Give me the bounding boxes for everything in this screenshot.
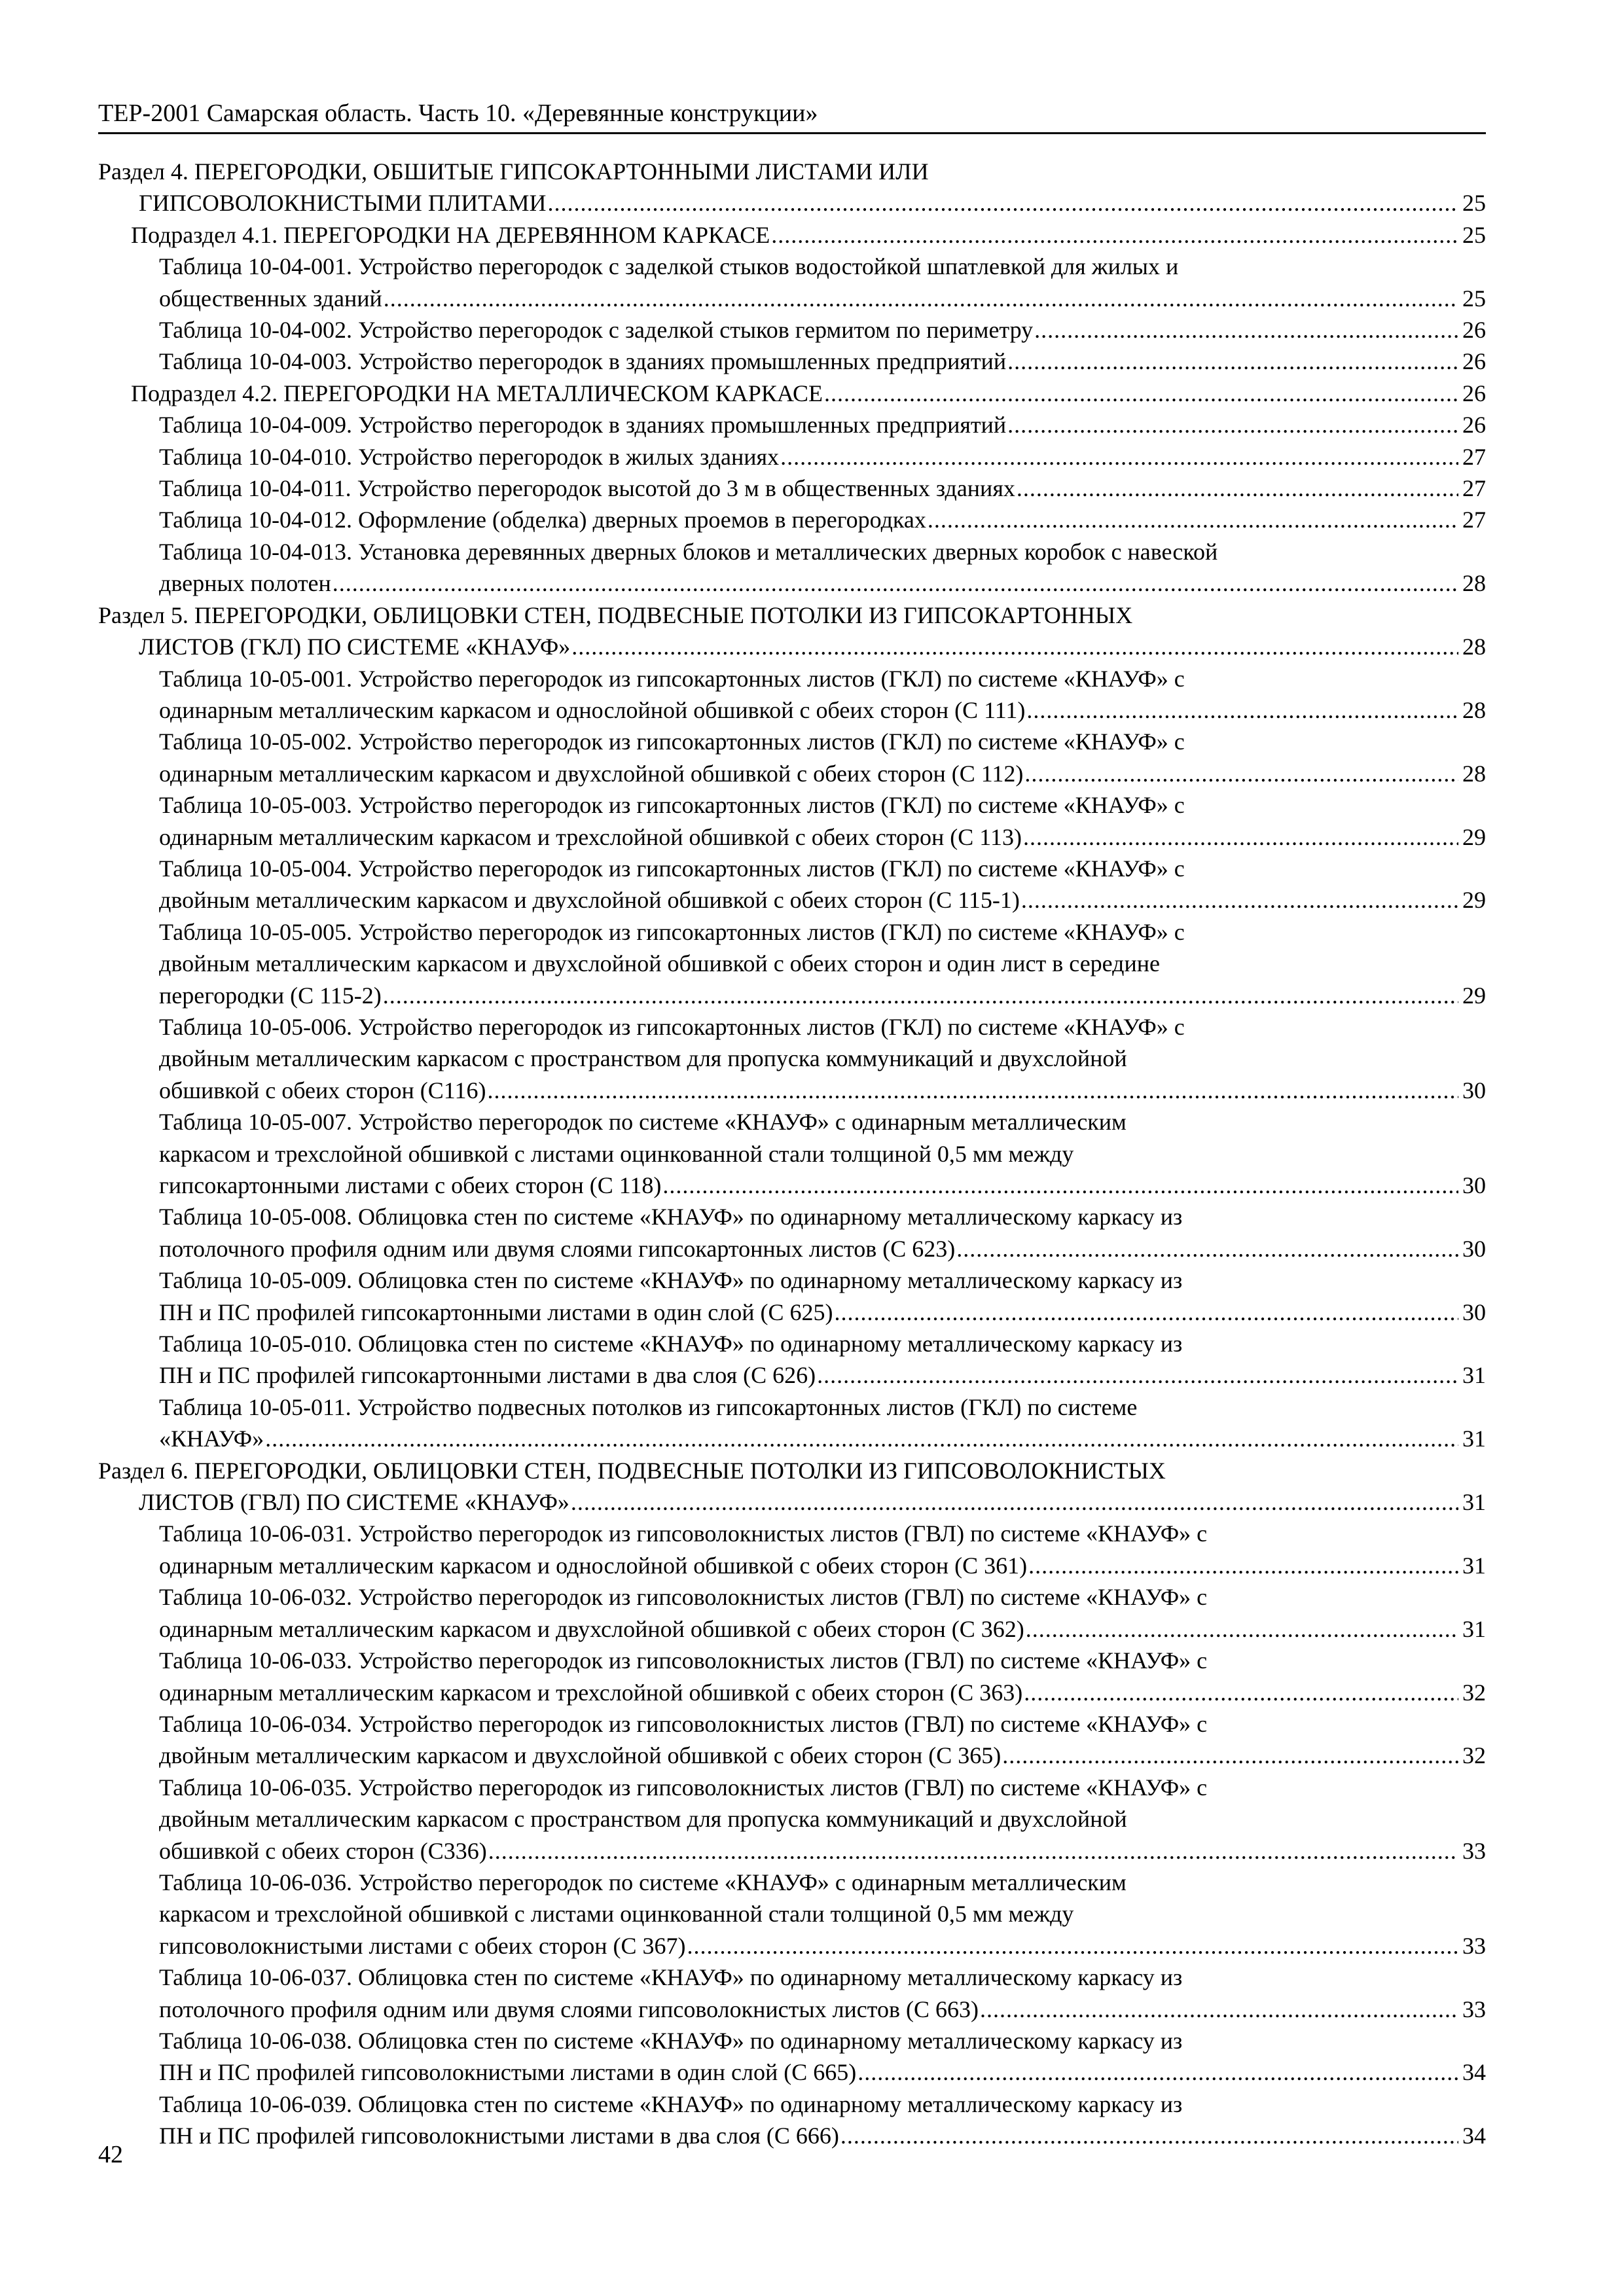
toc-entry-page: 27 — [1462, 507, 1486, 533]
dot-leader — [384, 283, 1458, 314]
toc-entry-page: 31 — [1462, 1552, 1486, 1579]
toc-entry-final-line — [159, 473, 1486, 504]
toc-entry-table[interactable] — [98, 473, 1486, 504]
toc-entry-title: одинарным металлическим каркасом и трехслойной обшивкой с обеих сторон (С 113) — [159, 823, 1022, 850]
toc-entry-table[interactable] — [98, 346, 1486, 377]
toc-entry-title: Таблица 10-04-003. Устройство перегородок в зданиях промышленных предприятий — [159, 348, 1007, 375]
toc-entry-final-line — [131, 219, 1486, 251]
toc-entry-final-line — [159, 1835, 1486, 1867]
toc-entry-page: 25 — [1462, 190, 1486, 217]
toc-entry-table[interactable] — [98, 314, 1486, 346]
toc-entry-final-line — [139, 187, 1486, 219]
toc-entry-text-line: Таблица 10-05-008. Облицовка стен по системе «КНАУФ» по одинарному металлическому каркасу из — [159, 1204, 1183, 1230]
toc-entry-title: гипсокартонными листами с обеих сторон (С 118) — [159, 1172, 662, 1198]
dot-leader — [1026, 1613, 1458, 1645]
toc-entry-final-line — [159, 1550, 1486, 1581]
toc-entry-page: 32 — [1462, 1679, 1486, 1706]
toc-entry-title: Таблица 10-04-010. Устройство перегородок в жилых зданиях — [159, 443, 780, 470]
toc-entry-page: 27 — [1462, 475, 1486, 502]
toc-entry-subsection[interactable] — [98, 378, 1486, 409]
toc-entry-table[interactable] — [98, 1645, 1486, 1708]
toc-entry-page: 33 — [1462, 1932, 1486, 1959]
toc-entry-final-line — [159, 567, 1486, 599]
toc-entry-table[interactable] — [98, 2089, 1486, 2152]
toc-entry-table[interactable] — [98, 1328, 1486, 1391]
toc-entry-title: перегородки (С 115-2) — [159, 982, 382, 1009]
dot-leader — [547, 187, 1458, 219]
toc-entry-title: одинарным металлическим каркасом и трехслойной обшивкой с обеих сторон (С 363) — [159, 1679, 1023, 1706]
toc-entry-text-line: Раздел 5. ПЕРЕГОРОДКИ, ОБЛИЦОВКИ СТЕН, ПОДВЕСНЫЕ ПОТОЛКИ ИЗ ГИПСОКАРТОННЫХ — [98, 601, 1133, 628]
dot-leader — [1026, 694, 1458, 726]
toc-entry-table[interactable] — [98, 1772, 1486, 1867]
toc-entry-title: одинарным металлическим каркасом и однослойной обшивкой с обеих сторон (С 111) — [159, 696, 1026, 723]
toc-entry-page: 29 — [1462, 823, 1486, 850]
toc-entry-table[interactable] — [98, 251, 1486, 314]
toc-entry-final-line — [159, 2056, 1486, 2088]
toc-entry-final-line — [159, 884, 1486, 916]
toc-entry-title: Подраздел 4.1. ПЕРЕГОРОДКИ НА ДЕРЕВЯННОМ КАРКАСЕ — [131, 221, 770, 248]
toc-entry-table[interactable] — [98, 1708, 1486, 1772]
toc-entry-title: Подраздел 4.2. ПЕРЕГОРОДКИ НА МЕТАЛЛИЧЕСКОМ КАРКАСЕ — [131, 380, 823, 406]
toc-entry-title: Таблица 10-04-009. Устройство перегородок в зданиях промышленных предприятий — [159, 412, 1007, 439]
toc-entry-page: 26 — [1462, 348, 1486, 375]
toc-entry-table[interactable] — [98, 1867, 1486, 1962]
dot-leader — [1024, 758, 1458, 789]
dot-leader — [980, 1994, 1458, 2025]
dot-leader — [835, 1297, 1459, 1328]
toc-entry-title: ГИПСОВОЛОКНИСТЫМИ ПЛИТАМИ — [139, 190, 547, 217]
toc-entry-final-line — [159, 1613, 1486, 1645]
toc-entry-text-line: двойным металлическим каркасом и двухслойной обшивкой с обеих сторон и один лист в середине — [159, 950, 1160, 977]
toc-entry-text-line: Таблица 10-05-007. Устройство перегородок по системе «КНАУФ» с одинарным металлическим — [159, 1109, 1127, 1136]
dot-leader — [1023, 821, 1458, 853]
toc-entry-title: Таблица 10-04-011. Устройство перегородок высотой до 3 м в общественных зданиях — [159, 475, 1015, 502]
toc-entry-page: 26 — [1462, 380, 1486, 406]
dot-leader — [1007, 409, 1458, 440]
toc-entry-page: 31 — [1462, 1489, 1486, 1516]
toc-entry-table[interactable] — [98, 536, 1486, 600]
toc-entry-text-line: Таблица 10-06-037. Облицовка стен по системе «КНАУФ» по одинарному металлическому каркасу из — [159, 1964, 1183, 1991]
toc-entry-final-line — [159, 1075, 1486, 1106]
toc-entry-title: Таблица 10-04-012. Оформление (обделка) дверных проемов в перегородках — [159, 507, 926, 533]
toc-entry-page: 29 — [1462, 887, 1486, 914]
toc-entry-subsection[interactable] — [98, 219, 1486, 251]
toc-entry-page: 29 — [1462, 982, 1486, 1009]
toc-entry-text-line: Таблица 10-05-005. Устройство перегородок из гипсокартонных листов (ГКЛ) по системе «КНАУФ» с — [159, 918, 1185, 945]
toc-entry-text-line: Таблица 10-05-003. Устройство перегородок из гипсокартонных листов (ГКЛ) по системе «КНАУФ» с — [159, 792, 1185, 819]
dot-leader — [771, 219, 1458, 251]
toc-entry-page: 28 — [1462, 570, 1486, 597]
toc-entry-final-line — [159, 504, 1486, 535]
dot-leader — [571, 1486, 1458, 1518]
toc-entry-text-line: Таблица 10-06-039. Облицовка стен по системе «КНАУФ» по одинарному металлическому каркасу из — [159, 2090, 1183, 2117]
toc-entry-text-line: двойным металлическим каркасом с пространством для пропуска коммуникаций и двухслойной — [159, 1045, 1127, 1072]
toc-entry-page: 30 — [1462, 1172, 1486, 1198]
page-header: ТЕР-2001 Самарская область. Часть 10. «Деревянные конструкции» — [98, 98, 1486, 134]
toc-entry-text-line: Таблица 10-06-034. Устройство перегородок из гипсоволокнистых листов (ГВЛ) по системе «КНАУФ» с — [159, 1710, 1208, 1737]
dot-leader — [857, 2056, 1458, 2088]
toc-entry-title: одинарным металлическим каркасом и однослойной обшивкой с обеих сторон (С 361) — [159, 1552, 1028, 1579]
toc-entry-text-line: Таблица 10-06-038. Облицовка стен по системе «КНАУФ» по одинарному металлическому каркасу из — [159, 2027, 1183, 2054]
toc-entry-text-line: двойным металлическим каркасом с пространством для пропуска коммуникаций и двухслойной — [159, 1806, 1127, 1833]
toc-entry-final-line — [159, 1297, 1486, 1328]
toc-entry-page: 25 — [1462, 285, 1486, 312]
toc-entry-section[interactable] — [98, 600, 1486, 663]
toc-entry-final-line — [139, 631, 1486, 662]
toc-entry-title: общественных зданий — [159, 285, 382, 312]
toc-entry-text-line: Таблица 10-05-001. Устройство перегородок из гипсокартонных листов (ГКЛ) по системе «КНАУФ» с — [159, 665, 1185, 692]
toc-entry-text-line: Таблица 10-05-009. Облицовка стен по системе «КНАУФ» по одинарному металлическому каркасу из — [159, 1267, 1183, 1294]
toc-entry-final-line — [159, 1994, 1486, 2025]
toc-entry-page: 26 — [1462, 317, 1486, 344]
toc-entry-page: 30 — [1462, 1235, 1486, 1262]
toc-entry-title: «КНАУФ» — [159, 1426, 264, 1452]
toc-entry-page: 34 — [1462, 2123, 1486, 2149]
toc-entry-text-line: Таблица 10-05-011. Устройство подвесных потолков из гипсокартонных листов (ГКЛ) по системе — [159, 1393, 1138, 1420]
table-of-contents — [98, 156, 1486, 2152]
dot-leader — [488, 1835, 1458, 1867]
dot-leader — [817, 1359, 1458, 1391]
dot-leader — [1017, 473, 1458, 504]
toc-entry-text-line: Таблица 10-05-010. Облицовка стен по системе «КНАУФ» по одинарному металлическому каркасу из — [159, 1331, 1183, 1357]
toc-entry-text-line: Таблица 10-06-031. Устройство перегородок из гипсоволокнистых листов (ГВЛ) по системе «КНАУФ» с — [159, 1520, 1208, 1547]
toc-entry-table[interactable] — [98, 1391, 1486, 1455]
toc-entry-final-line — [159, 346, 1486, 377]
toc-entry-final-line — [159, 1423, 1486, 1454]
toc-entry-title: потолочного профиля одним или двумя слоями гипсокартонных листов (С 623) — [159, 1235, 956, 1262]
toc-entry-page: 33 — [1462, 1837, 1486, 1864]
dot-leader — [1028, 1550, 1458, 1581]
dot-leader — [662, 1170, 1458, 1201]
toc-entry-table[interactable] — [98, 789, 1486, 853]
toc-entry-title: ПН и ПС профилей гипсокартонными листами в два слоя (С 626) — [159, 1362, 816, 1389]
dot-leader — [956, 1233, 1458, 1265]
dot-leader — [1021, 884, 1458, 916]
toc-entry-text-line: каркасом и трехслойной обшивкой с листами оцинкованной стали толщиной 0,5 мм между — [159, 1901, 1074, 1928]
toc-entry-final-line — [159, 821, 1486, 853]
toc-entry-final-line — [159, 283, 1486, 314]
dot-leader — [1007, 346, 1458, 377]
toc-entry-table[interactable] — [98, 504, 1486, 535]
toc-entry-page: 32 — [1462, 1742, 1486, 1769]
dot-leader — [487, 1075, 1458, 1106]
toc-entry-text-line: Таблица 10-05-002. Устройство перегородок из гипсокартонных листов (ГКЛ) по системе «КНАУФ» с — [159, 728, 1185, 755]
toc-entry-title: ПН и ПС профилей гипсокартонными листами в один слой (С 625) — [159, 1299, 833, 1325]
dot-leader — [265, 1423, 1458, 1454]
toc-entry-title: ПН и ПС профилей гипсоволокнистыми листами в один слой (С 665) — [159, 2059, 857, 2086]
toc-entry-title: двойным металлическим каркасом и двухслойной обшивкой с обеих сторон (С 365) — [159, 1742, 1001, 1769]
toc-entry-text-line: Таблица 10-06-035. Устройство перегородок из гипсоволокнистых листов (ГВЛ) по системе «КНАУФ» с — [159, 1774, 1208, 1801]
toc-entry-final-line — [159, 980, 1486, 1011]
toc-entry-table[interactable] — [98, 2025, 1486, 2089]
toc-entry-final-line — [159, 758, 1486, 789]
toc-entry-text-line: Таблица 10-05-004. Устройство перегородок из гипсокартонных листов (ГКЛ) по системе «КНАУФ» с — [159, 855, 1185, 882]
toc-entry-table[interactable] — [98, 409, 1486, 440]
toc-entry-text-line: Таблица 10-06-033. Устройство перегородок из гипсоволокнистых листов (ГВЛ) по системе «КНАУФ» с — [159, 1647, 1208, 1674]
dot-leader — [1024, 1677, 1458, 1708]
toc-entry-final-line — [159, 441, 1486, 473]
toc-entry-final-line — [159, 409, 1486, 440]
toc-entry-section[interactable] — [98, 156, 1486, 219]
toc-entry-text-line: Таблица 10-04-001. Устройство перегородок с заделкой стыков водостойкой шпатлевкой для жилых и — [159, 253, 1179, 280]
toc-entry-table[interactable] — [98, 1518, 1486, 1581]
toc-entry-page: 25 — [1462, 221, 1486, 248]
toc-entry-text-line: каркасом и трехслойной обшивкой с листами оцинкованной стали толщиной 0,5 мм между — [159, 1140, 1074, 1167]
dot-leader — [780, 441, 1458, 473]
dot-leader — [333, 567, 1458, 599]
toc-entry-page: 31 — [1462, 1362, 1486, 1389]
toc-entry-page: 28 — [1462, 760, 1486, 787]
toc-entry-page: 28 — [1462, 634, 1486, 660]
toc-entry-page: 28 — [1462, 696, 1486, 723]
toc-entry-title: ЛИСТОВ (ГКЛ) ПО СИСТЕМЕ «КНАУФ» — [139, 634, 571, 660]
toc-entry-title: одинарным металлическим каркасом и двухслойной обшивкой с обеих сторон (С 362) — [159, 1615, 1024, 1642]
toc-entry-final-line — [159, 1233, 1486, 1265]
dot-leader — [1034, 314, 1458, 346]
toc-entry-title: одинарным металлическим каркасом и двухслойной обшивкой с обеих сторон (С 112) — [159, 760, 1024, 787]
toc-entry-title: гипсоволокнистыми листами с обеих сторон (С 367) — [159, 1932, 686, 1959]
toc-entry-table[interactable] — [98, 1265, 1486, 1328]
toc-entry-text-line: Таблица 10-06-036. Устройство перегородок по системе «КНАУФ» с одинарным металлическим — [159, 1869, 1127, 1895]
toc-entry-final-line — [159, 1930, 1486, 1962]
dot-leader — [824, 378, 1458, 409]
toc-entry-text-line: Раздел 4. ПЕРЕГОРОДКИ, ОБШИТЫЕ ГИПСОКАРТОННЫМИ ЛИСТАМИ ИЛИ — [98, 158, 929, 185]
toc-entry-final-line — [159, 314, 1486, 346]
toc-entry-table[interactable] — [98, 916, 1486, 1011]
page-number: 42 — [98, 2141, 123, 2168]
toc-entry-table[interactable] — [98, 726, 1486, 789]
toc-entry-table[interactable] — [98, 663, 1486, 726]
toc-entry-title: ПН и ПС профилей гипсоволокнистыми листами в два слоя (С 666) — [159, 2123, 839, 2149]
toc-entry-final-line — [139, 1486, 1486, 1518]
toc-entry-final-line — [159, 1359, 1486, 1391]
toc-entry-table[interactable] — [98, 441, 1486, 473]
dot-leader — [928, 504, 1458, 535]
toc-entry-title: двойным металлическим каркасом и двухслойной обшивкой с обеих сторон (С 115-1) — [159, 887, 1020, 914]
toc-entry-title: дверных полотен — [159, 570, 331, 597]
dot-leader — [840, 2120, 1458, 2151]
toc-entry-page: 30 — [1462, 1299, 1486, 1325]
toc-entry-title: обшивкой с обеих сторон (С336) — [159, 1837, 487, 1864]
toc-entry-text-line: Таблица 10-05-006. Устройство перегородок из гипсокартонных листов (ГКЛ) по системе «КНАУФ» с — [159, 1013, 1185, 1040]
toc-entry-final-line — [159, 1677, 1486, 1708]
toc-entry-text-line: Таблица 10-04-013. Установка деревянных дверных блоков и металлических дверных коробок с навеской — [159, 538, 1218, 565]
toc-entry-final-line — [159, 1740, 1486, 1771]
toc-entry-page: 31 — [1462, 1426, 1486, 1452]
toc-entry-title: обшивкой с обеих сторон (С116) — [159, 1077, 486, 1103]
toc-entry-final-line — [159, 1170, 1486, 1201]
dot-leader — [571, 631, 1458, 662]
toc-entry-text-line: Таблица 10-06-032. Устройство перегородок из гипсоволокнистых листов (ГВЛ) по системе «КНАУФ» с — [159, 1584, 1208, 1611]
toc-entry-title: ЛИСТОВ (ГВЛ) ПО СИСТЕМЕ «КНАУФ» — [139, 1489, 569, 1516]
toc-entry-final-line — [131, 378, 1486, 409]
toc-entry-table[interactable] — [98, 1581, 1486, 1645]
dot-leader — [383, 980, 1458, 1011]
dot-leader — [1002, 1740, 1458, 1771]
toc-entry-table[interactable] — [98, 1106, 1486, 1201]
toc-entry-title: потолочного профиля одним или двумя слоями гипсоволокнистых листов (С 663) — [159, 1996, 979, 2022]
toc-entry-page: 27 — [1462, 443, 1486, 470]
toc-entry-page: 33 — [1462, 1996, 1486, 2022]
toc-entry-final-line — [159, 694, 1486, 726]
toc-entry-final-line — [159, 2120, 1486, 2151]
toc-entry-text-line: Раздел 6. ПЕРЕГОРОДКИ, ОБЛИЦОВКИ СТЕН, ПОДВЕСНЫЕ ПОТОЛКИ ИЗ ГИПСОВОЛОКНИСТЫХ — [98, 1457, 1166, 1484]
toc-entry-title: Таблица 10-04-002. Устройство перегородок с заделкой стыков гермитом по периметру — [159, 317, 1034, 344]
toc-entry-page: 26 — [1462, 412, 1486, 439]
toc-entry-page: 30 — [1462, 1077, 1486, 1103]
toc-entry-section[interactable] — [98, 1455, 1486, 1518]
toc-entry-table[interactable] — [98, 853, 1486, 916]
toc-entry-table[interactable] — [98, 1201, 1486, 1265]
toc-entry-table[interactable] — [98, 1962, 1486, 2025]
toc-entry-table[interactable] — [98, 1011, 1486, 1106]
toc-entry-page: 31 — [1462, 1615, 1486, 1642]
dot-leader — [687, 1930, 1458, 1962]
toc-entry-page: 34 — [1462, 2059, 1486, 2086]
